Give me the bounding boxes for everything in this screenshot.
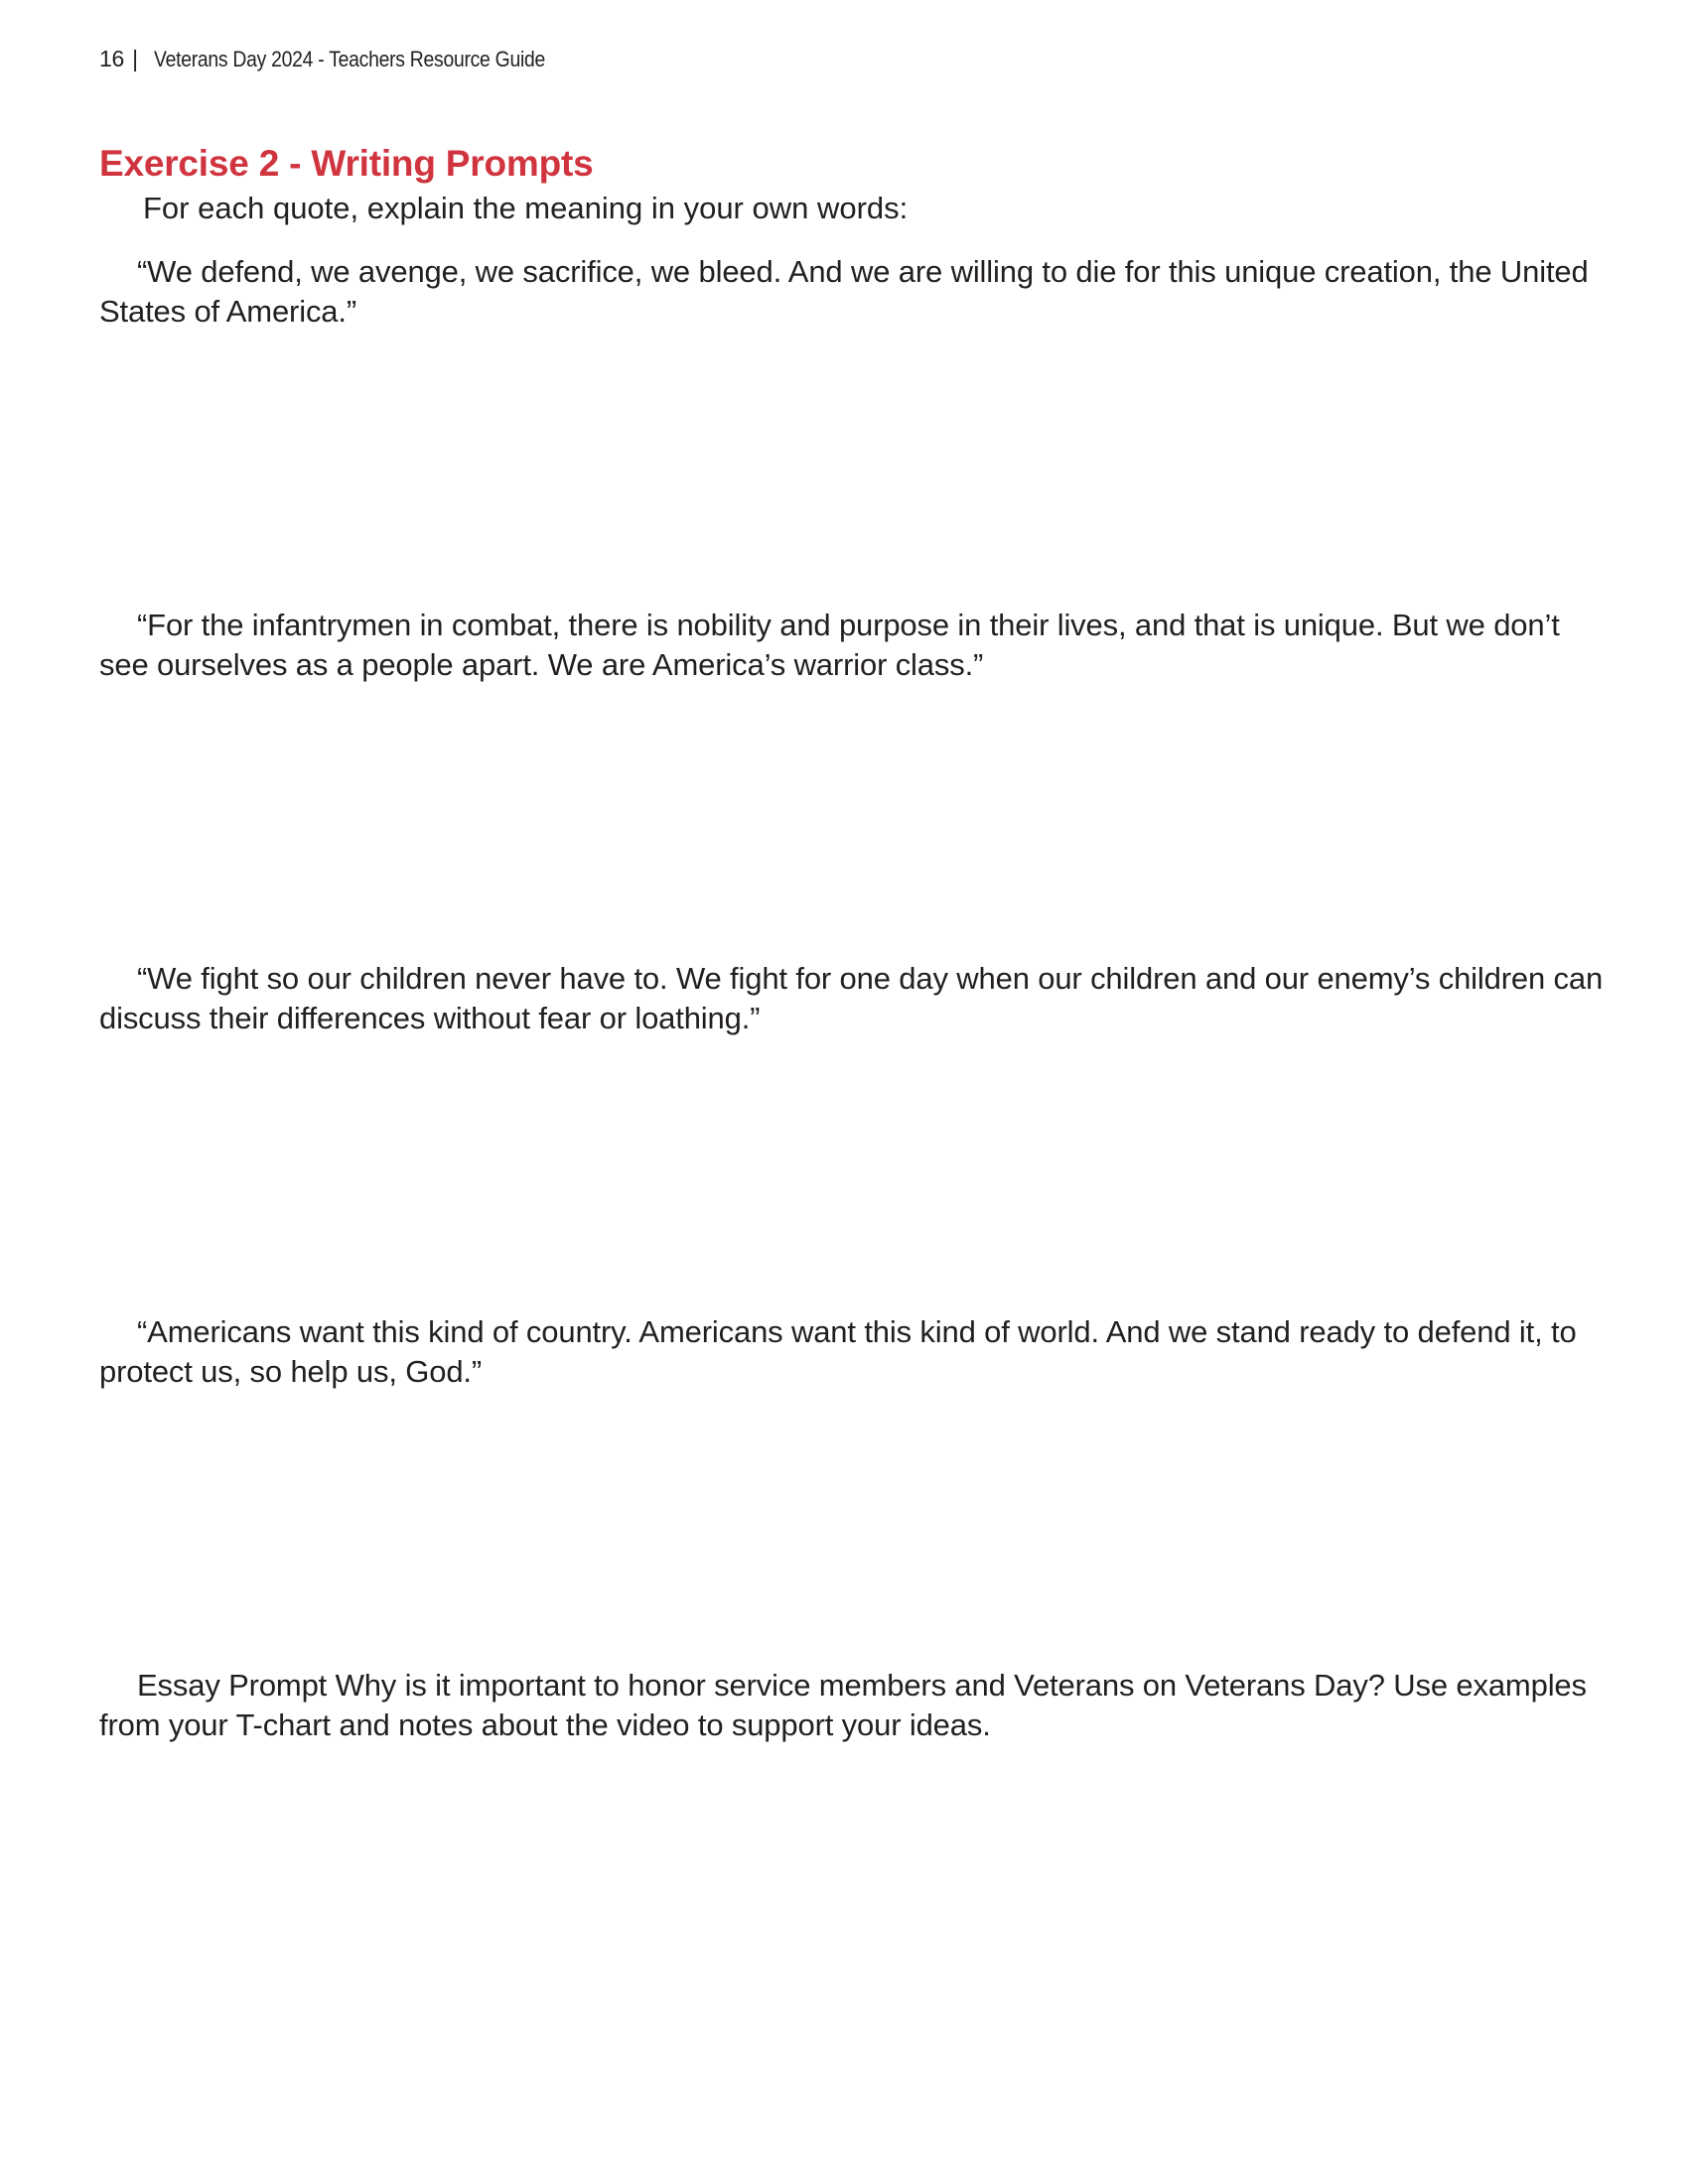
exercise-instructions: For each quote, explain the meaning in your own words: — [143, 191, 909, 225]
quote-prompt-4: “Americans want this kind of country. Americans want this kind of world. And we stand ready to defend it, to protect us, so help us, God.” — [99, 1314, 1577, 1389]
exercise-title: Exercise 2 - Writing Prompts — [99, 143, 594, 184]
page-number: 16 — [99, 46, 124, 71]
quote-prompt-2: “For the infantrymen in combat, there is nobility and purpose in their lives, and that is unique. But we don’t see ourselves as a people apart. We are America’s warrior class.” — [99, 608, 1560, 682]
quote-prompt-3: “We fight so our children never have to. We fight for one day when our children and our enemy’s children can discuss their differences without fear or loathing.” — [99, 961, 1604, 1035]
quote-prompt-1: “We defend, we avenge, we sacrifice, we bleed. And we are willing to die for this unique creation, the United States of America.” — [99, 254, 1589, 329]
header-separator: | — [132, 46, 138, 71]
page-header — [99, 46, 599, 72]
guide-title: Veterans Day 2024 - Teachers Resource Guide — [153, 47, 545, 71]
essay-prompt: Essay Prompt Why is it important to honor service members and Veterans on Veterans Day? Use examples from your T-chart and notes about the video to support your ideas. — [99, 1668, 1587, 1742]
